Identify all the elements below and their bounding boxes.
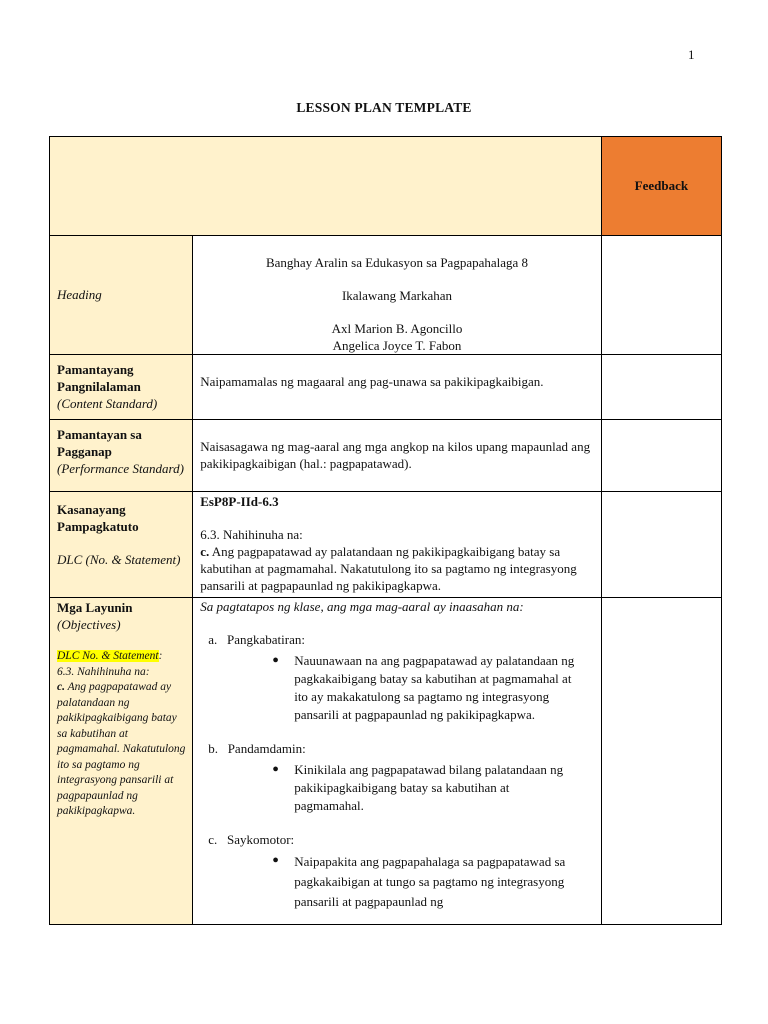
heading-content-cell — [193, 236, 602, 355]
performance-standard-feedback-cell — [601, 420, 721, 492]
objectives-dlc-note: DLC No. & Statement: 6.3. Nahihinuha na: c. Ang pagpapatawad ay palatandaan ng pakikipagkaibigang batay sa kabutihan at pagmamahal. Nakatutulong ito sa pagtamo ng integrasyong pansarili at pagpapaunlad ng pakikipagkapwa. — [57, 650, 186, 817]
competency-code: EsP8P-IId-6.3 — [200, 494, 279, 509]
document-title: LESSON PLAN TEMPLATE — [296, 100, 472, 115]
content-standard-feedback-cell — [601, 355, 721, 420]
competency-feedback-cell — [601, 492, 721, 598]
performance-standard-label: Pamantayan sa Pagganap — [57, 427, 142, 459]
content-standard-text-cell — [193, 355, 602, 420]
objectives-intro: Sa pagtatapos ng klase, ang mga mag-aaral ay inaasahan na: — [200, 599, 524, 614]
objective-c-bullet: ● Naipapakita ang pagpapahalaga sa pagpapatawad sa pagkakaibigan at tungo sa pagtamo ng integrasyong pansarili at pagpapaunlad ng — [200, 852, 595, 912]
heading-author-2: Angelica Joyce T. Fabon — [332, 338, 462, 353]
objectives-label-cell — [50, 598, 193, 925]
objective-a-heading: a. Pangkabatiran: — [208, 632, 305, 647]
heading-author-1: Axl Marion B. Agoncillo — [331, 321, 463, 336]
competency-label: Kasanayang Pampagkatuto — [57, 502, 139, 534]
content-standard-text: Naipamamalas ng magaaral ang pag-unawa sa pakikipagkaibigan. — [200, 374, 544, 389]
heading-feedback-cell — [601, 236, 721, 355]
lesson-plan-table — [49, 136, 722, 925]
objectives-feedback-cell — [601, 598, 721, 925]
heading-subject: Banghay Aralin sa Edukasyon sa Pagpapahalaga 8 — [265, 255, 529, 270]
header-blank-cell — [50, 137, 602, 236]
competency-statement: c. Ang pagpapatawad ay palatandaan ng pakikipagkaibigang batay sa kabutihan at pagmamahal. Nakatutulong ito sa pagtamo ng integrasyong pansarili at pagpapaunlad ng pakikipagkapwa. — [200, 544, 577, 593]
heading-label-cell — [50, 236, 193, 355]
content-standard-label-cell — [50, 355, 193, 420]
heading-row — [50, 236, 722, 355]
objective-c-heading: c. Saykomotor: — [208, 832, 295, 847]
competency-row — [50, 492, 722, 598]
bullet-icon: ● — [272, 654, 279, 666]
competency-label-cell — [50, 492, 193, 598]
content-standard-label: Pamantayang Pangnilalaman — [57, 362, 141, 394]
performance-standard-text: Naisasagawa ng mag-aaral ang mga angkop na kilos upang mapaunlad ang pakikipagkaibigan (hal.: pagpapatawad). — [200, 439, 591, 471]
header-row — [50, 137, 722, 236]
heading-label: Heading — [57, 287, 102, 302]
objectives-label: Mga Layunin — [57, 600, 133, 615]
performance-standard-row — [50, 420, 722, 492]
objective-b-heading: b. Pandamdamin: — [208, 741, 306, 756]
heading-quarter: Ikalawang Markahan — [341, 288, 453, 303]
bullet-icon: ● — [272, 854, 279, 866]
bullet-icon: ● — [272, 763, 279, 775]
feedback-header: Feedback — [601, 137, 721, 236]
competency-sublabel: DLC (No. & Statement) — [57, 552, 181, 567]
objectives-row — [50, 598, 722, 925]
content-standard-row — [50, 355, 722, 420]
performance-standard-text-cell — [193, 420, 602, 492]
content-standard-sublabel: (Content Standard) — [57, 396, 158, 411]
performance-standard-label-cell — [50, 420, 193, 492]
objective-a-bullet: ● Nauunawaan na ang pagpapatawad ay palatandaan ng pagkakaibigang batay sa kabutihan at pagmamahal at ito ay makakatulong sa pagtamo ng integrasyong pansarili at pagpapaunlad ng pakikipagkapwa. — [272, 653, 575, 722]
objectives-sublabel: (Objectives) — [57, 617, 121, 632]
competency-text-cell — [193, 492, 602, 598]
performance-standard-sublabel: (Performance Standard) — [57, 461, 184, 476]
objectives-text-cell — [193, 598, 602, 925]
objective-b-bullet: ● Kinikilala ang pagpapatawad bilang palatandaan ng pakikipagkaibigang batay sa kabutihan at pagmamahal. — [272, 762, 564, 813]
competency-number: 6.3. Nahihinuha na: — [200, 527, 303, 542]
page-number: 1 — [688, 47, 695, 62]
